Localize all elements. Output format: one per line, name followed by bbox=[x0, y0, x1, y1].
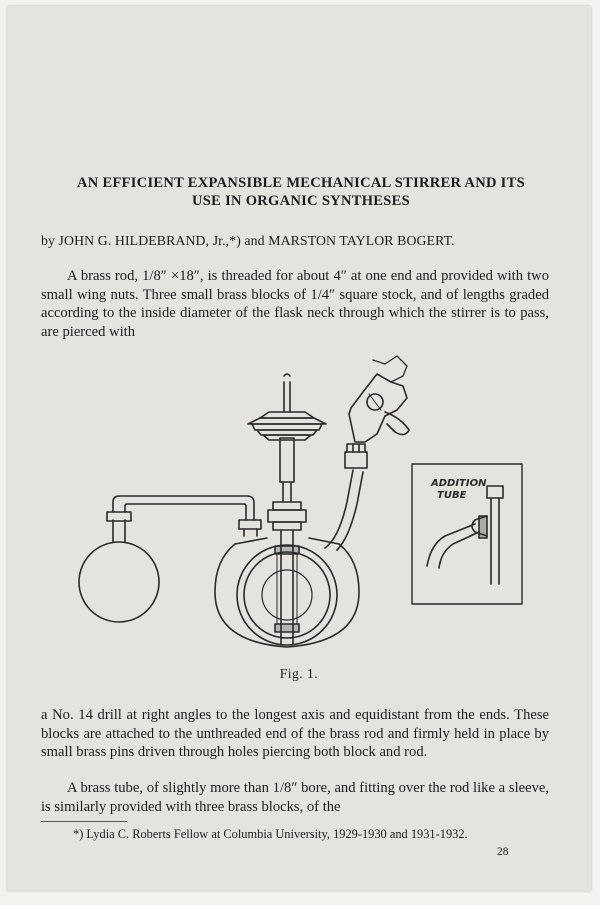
left-bulb-flask bbox=[79, 496, 254, 622]
figure-caption: Fig. 1. bbox=[279, 666, 319, 681]
inset-label-line-2: TUBE bbox=[437, 490, 467, 501]
addition-tube-inset bbox=[412, 464, 522, 604]
author-line: by JOHN G. HILDEBRAND, Jr.,*) and MARSTON TAYLOR BOGERT. bbox=[41, 233, 455, 248]
title-line-2: USE IN ORGANIC SYNTHESES bbox=[192, 193, 410, 209]
footnote: *) Lydia C. Roberts Fellow at Columbia University, 1929-1930 and 1931-1932. bbox=[73, 827, 468, 841]
stirrer-pulley bbox=[248, 412, 326, 440]
journal-page bbox=[7, 6, 591, 891]
paragraph-3: A brass tube, of slightly more than 1/8″ bore, and fitting over the rod like a sleeve, is similarly provided with three brass blocks, of the bbox=[41, 780, 549, 815]
side-neck-coupling bbox=[239, 520, 261, 536]
footnote-rule bbox=[41, 821, 127, 822]
inset-label-line-1: ADDITION bbox=[431, 478, 487, 489]
article-title bbox=[41, 174, 561, 210]
paragraph-2: a No. 14 drill at right angles to the longest axis and equidistant from the ends. These blocks are attached to the unthreaded end of the brass rod and firmly held in place by small brass pins driven through holes piercing both block and rod. bbox=[41, 707, 549, 760]
page-number: 28 bbox=[497, 846, 509, 858]
stirrer-apparatus-figure bbox=[47, 352, 547, 652]
paragraph-1: A brass rod, 1/8″ ×18″, is threaded for about 4″ at one end and provided with two small wing nuts. Three small brass blocks of 1/4″ square stock, and of lengths graded according to the inside diameter of the flask neck through which the stirrer is to pass, are pierced with bbox=[41, 268, 549, 340]
title-line-1: AN EFFICIENT EXPANSIBLE MECHANICAL STIRRER AND ITS bbox=[77, 175, 525, 191]
stirrer-rod-assembly bbox=[268, 374, 306, 644]
addition-tube-assembly bbox=[325, 356, 409, 550]
